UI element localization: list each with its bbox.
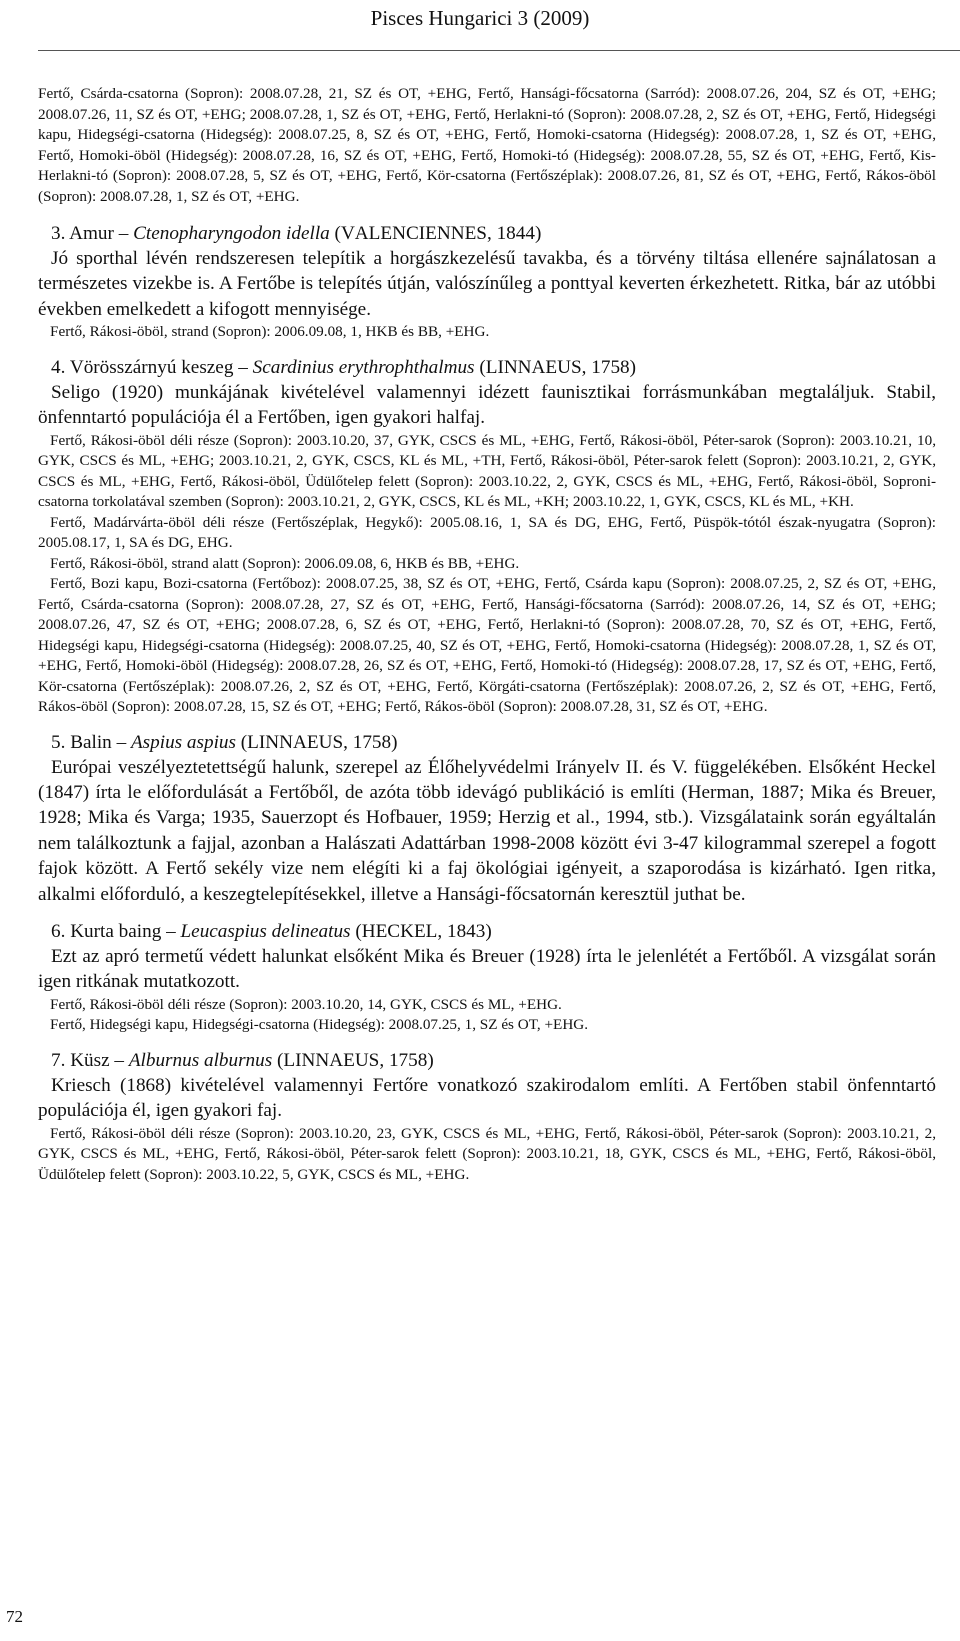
occurrence-record: Fertő, Hidegségi kapu, Hidegségi-csatorna (Hidegség): 2008.07.25, 1, SZ és OT, +EHG. [50,1016,589,1034]
species-section [38,343,936,718]
species-common-name: Vörösszárnyú keszeg [69,356,234,378]
species-heading [38,355,936,380]
species-common-name: Balin [70,731,112,753]
species-description: Európai veszélyeztetettségű halunk, szerepel az Élőhelyvédelmi Irányelv II. és V. függelékében. Elsőként Heckel (1847) írta le előfordulását a Fertőből, de azóta több idevágó publikáció is említi (Herman, 1887; Mika és Breuer, 1928; Mika és Varga; 1935, Sauerzopt és Hofbauer, 1959; Herzig et al., 1994, stb.). Vizsgálataink során egyáltalán nem találkoztunk a fajjal, azonban a Halászati Adattárban 1998-2008 között évi 3-47 kilogrammal szerepel a fogott fajok között. A Fertő sekély vize nem elégíti ki a faj ökológiai igényeit, a szaporodása is kizárható. Igen ritka, alkalmi előforduló, a keszegtelepítésekkel, illetve a Hansági-főcsatornán keresztül juthat be. [38,756,936,905]
authority-year: , 1844) [486,223,542,244]
species-number: 4. [51,356,66,378]
species-number: 6. [51,920,66,942]
header-rule [38,50,960,51]
heading-dash: – [114,1049,125,1071]
occurrence-record: Fertő, Rákosi-öböl, strand (Sopron): 2006.09.08, 1, HKB és BB, +EHG. [50,323,490,341]
species-description: Ezt az apró termetű védett halunkat elsőként Mika és Breuer (1928) írta le jelenlétét a Fertőből. A vizsgálat során igen ritkának mutatkozott. [38,945,936,993]
authority-open: ( [355,920,362,942]
authority-initial: L [485,356,498,378]
species-common-name: Kurta baing [70,920,162,942]
page-body [38,84,936,1185]
authority-year: , 1843) [437,920,492,942]
species-heading [38,221,936,246]
species-number: 5. [51,731,66,753]
heading-dash: – [166,920,176,942]
species-list [38,207,936,1185]
species-section [38,718,936,907]
species-description: Seligo (1920) munkájának kivételével valamennyi idézett faunisztikai forrásmunkában megtaláljuk. Stabil, önfenntartó populációja él a Fertőben, igen gyakori halfaj. [38,381,936,429]
occurrence-record: Fertő, Madárvárta-öböl déli része (Fertőszéplak, Hegykő): 2005.08.16, 1, SA és DG, EHG, Fertő, Püspök-tótól észak-nyugatra (Sopron): 2005.08.17, 1, SA és DG, EHG. [38,513,936,552]
species-scientific-name: Scardinius erythrophthalmus [252,356,475,378]
authority-year: , 1758) [379,1049,434,1071]
authority-rest: INNAEUS [497,356,582,378]
heading-dash: – [238,356,248,378]
species-heading [38,730,936,755]
authority-initial: H [361,920,376,942]
species-number: 7. [51,1049,66,1071]
occurrence-record: Fertő, Bozi kapu, Bozi-csatorna (Fertőboz): 2008.07.25, 38, SZ és OT, +EHG, Fertő, Csárda kapu (Sopron): 2008.07.25, 2, SZ és OT, +EHG, Fertő, Csárda-csatorna (Sopron): 2008.07.28, 27, SZ és OT, +EHG, Fertő, Hansági-főcsatorna (Sarród): 2008.07.26, 14, SZ és OT, +EHG; 2008.07.26, 47, SZ és OT, +EHG; 2008.07.28, 6, SZ és OT, +EHG, Fertő, Herlakni-tó (Sopron): 2008.07.28, 70, SZ és OT, +EHG, Fertő, Hidegségi kapu, Hidegségi-csatorna (Hidegség): 2008.07.25, 40, SZ és OT, +EHG, Fertő, Homoki-csatorna (Hidegség): 2008.07.28, 1, SZ és OT, +EHG, Fertő, Homoki-öböl (Hidegség): 2008.07.28, 26, SZ és OT, +EHG, Fertő, Homoki-tó (Hidegség): 2008.07.28, 17, SZ és OT, +EHG, Fertő, Kör-csatorna (Fertőszéplak): 2008.07.26, 2, SZ és OT, +EHG, Fertő, Körgáti-csatorna (Fertőszéplak): 2008.07.26, 2, SZ és OT, +EHG, Fertő, Rákos-öböl (Sopron): 2008.07.28, 15, SZ és OT, +EHG; Fertő, Rákos-öböl (Sopron): 2008.07.28, 31, SZ és OT, +EHG. [38,575,936,716]
species-heading [38,919,936,944]
species-scientific-name: Ctenopharyngodon idella [133,223,330,244]
authority-rest: ALENCIENNES [354,223,487,244]
species-description: Jó sporthal lévén rendszeresen telepítik a horgászkezelésű tavakba, és a törvény tiltása ellenére sajnálatosan a természetes vizekbe is. A Fertőbe is telepítés útján, valószínűleg a ponttyal keverten érkezhetett. Ritka, bár az utóbbi években emelkedett a kifogott mennyisége. [38,248,936,320]
occurrence-record: Fertő, Rákosi-öböl déli része (Sopron): 2003.10.20, 23, GYK, CSCS és ML, +EHG, Fertő, Rákosi-öböl, Péter-sarok (Sopron): 2003.10.21, 2, GYK, CSCS és ML, +EHG, Fertő, Rákosi-öböl, Péter-sarok felett (Sopron): 2003.10.21, 18, GYK, CSCS és ML, +EHG, Fertő, Rákosi-öböl, Üdülőtelep felett (Sopron): 2003.10.22, 5, GYK, CSCS és ML, +EHG. [38,1124,936,1183]
species-heading [38,1048,936,1073]
authority-year: , 1758) [581,356,637,378]
running-header: Pisces Hungarici 3 (2009) [370,6,590,30]
occurrence-record: Fertő, Rákosi-öböl déli része (Sopron): 2003.10.20, 14, GYK, CSCS és ML, +EHG. [50,995,562,1013]
species-common-name: Küsz [70,1049,110,1071]
authority-rest: INNAEUS [258,731,344,753]
species-common-name: Amur [69,223,114,244]
authority-year: , 1758) [343,731,398,753]
authority-initial: L [247,731,259,753]
species-section [38,207,936,343]
species-section [38,1036,936,1185]
authority-initial: V [340,223,355,244]
heading-dash: – [116,731,127,753]
species-scientific-name: Leucaspius delineatus [180,920,351,942]
species-scientific-name: Aspius aspius [130,731,236,753]
species-number: 3. [51,223,66,244]
page-number: 72 [6,1607,23,1626]
authority-open: ( [334,223,341,244]
authority-open: ( [479,356,486,378]
authority-initial: L [283,1049,296,1071]
species-description: Kriesch (1868) kivételével valamennyi Fertőre vonatkozó szakirodalom említi. A Fertőben stabil önfenntartó populációja él, igen gyakori faj. [38,1074,936,1122]
species-scientific-name: Alburnus alburnus [128,1049,273,1071]
occurrence-record: Fertő, Rákosi-öböl, strand alatt (Sopron): 2006.09.08, 6, HKB és BB, +EHG. [50,554,520,572]
species-section [38,907,936,1036]
heading-dash: – [118,223,129,244]
authority-open: ( [240,731,248,753]
intro-records: Fertő, Csárda-csatorna (Sopron): 2008.07.28, 21, SZ és OT, +EHG, Fertő, Hansági-főcsatorna (Sarród): 2008.07.26, 204, SZ és OT, +EHG; 2008.07.26, 11, SZ és OT, +EHG; 2008.07.28, 1, SZ és OT, +EHG, Fertő, Herlakni-tó (Sopron): 2008.07.28, 2, SZ és OT, +EHG, Fertő, Hidegségi kapu, Hidegségi-csatorna (Hidegség): 2008.07.25, 8, SZ és OT, +EHG, Fertő, Homoki-csatorna (Hidegség): 2008.07.28, 1, SZ és OT, +EHG, Fertő, Homoki-öböl (Hidegség): 2008.07.28, 16, SZ és OT, +EHG, Fertő, Homoki-tó (Hidegség): 2008.07.28, 55, SZ és OT, +EHG, Fertő, Kis-Herlakni-tó (Sopron): 2008.07.28, 5, SZ és OT, +EHG, Fertő, Kör-csatorna (Fertőszéplak): 2008.07.26, 81, SZ és OT, +EHG, Fertő, Rákos-öböl (Sopron): 2008.07.28, 1, SZ és OT, +EHG. [38,85,936,205]
authority-open: ( [277,1049,284,1071]
authority-rest: ECKEL [375,920,438,942]
occurrence-record: Fertő, Rákosi-öböl déli része (Sopron): 2003.10.20, 37, GYK, CSCS és ML, +EHG, Fertő, Rákosi-öböl, Péter-sarok (Sopron): 2003.10.21, 10, GYK, CSCS és ML, +EHG; 2003.10.21, 2, GYK, CSCS, KL és ML, +TH, Fertő, Rákosi-öböl, Péter-sarok felett (Sopron): 2003.10.21, 2, GYK, CSCS és ML, +EHG, Fertő, Rákosi-öböl, Üdülőtelep felett (Sopron): 2003.10.22, 2, GYK, CSCS és ML, +EHG, Fertő, Rákosi-öböl, Soproni-csatorna torkolatával szemben (Sopron): 2003.10.21, 2, GYK, CSCS, KL és ML, +KH; 2003.10.22, 1, GYK, CSCS, KL és ML, +KH. [38,431,936,511]
authority-rest: INNAEUS [295,1049,380,1071]
